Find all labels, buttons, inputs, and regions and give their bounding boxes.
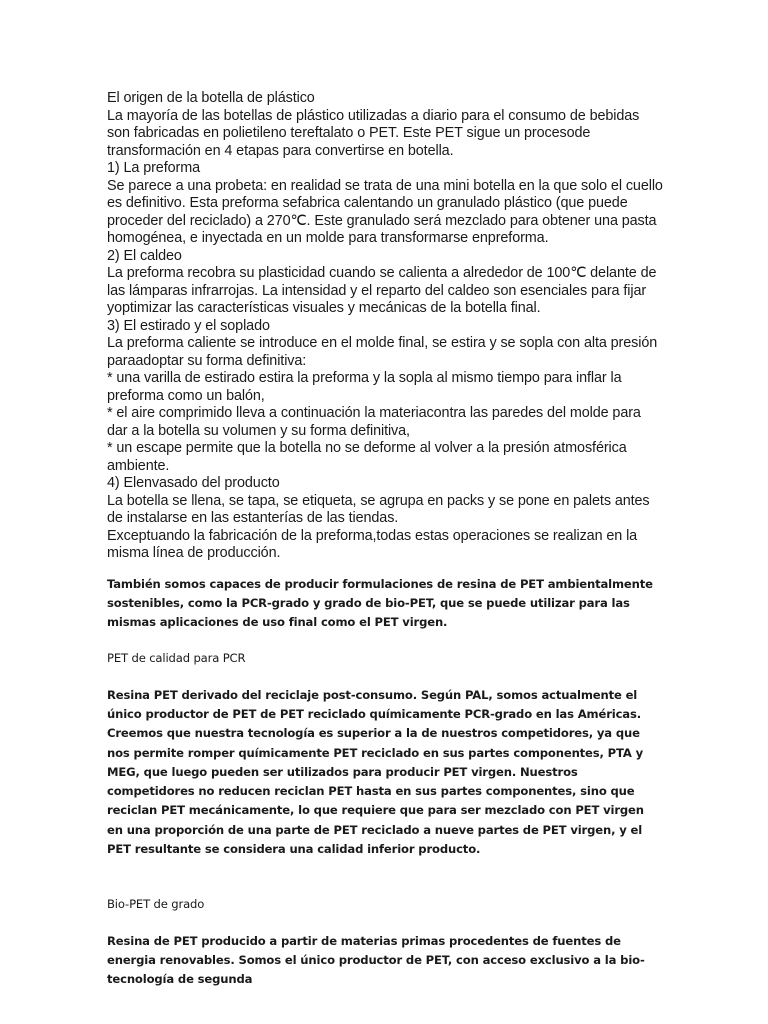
document-body-bottom — [107, 575, 663, 990]
step-2-heading: 2) El caldeo — [107, 247, 182, 264]
step-3-paragraph: La preforma caliente se introduce en el molde final, se estira y se sopla con alta presión paraadoptar su forma definitiva: — [107, 335, 658, 369]
sustainable-resin-paragraph: También somos capaces de producir formulaciones de resina de PET ambientalmente sostenibles, como la PCR-grado y grado de bio-PET, que se puede utilizar para las mismas aplicaciones de uso final como el PET virgen. — [107, 576, 653, 630]
step-3-heading: 3) El estirado y el soplado — [107, 317, 270, 334]
step-1-heading: 1) La preforma — [107, 160, 200, 176]
step-2-paragraph: La preforma recobra su plasticidad cuando se calienta a alrededor de 100℃ delante de las lámparas infrarrojas. La intensidad y el reparto del caldeo son esenciales para fijar yoptimizar las características visuales y mecánicas de la botella final. — [107, 265, 657, 316]
step-3-bullet-1: * una varilla de estirado estira la preforma y la sopla al mismo tiempo para inflar la preforma como un balón, — [107, 370, 622, 404]
step-3-bullet-3: * un escape permite que la botella no se deforme al volver a la presión atmosférica ambiente. — [107, 440, 627, 474]
pcr-paragraph: Resina PET derivado del reciclaje post-consumo. Según PAL, somos actualmente el único productor de PET de PET reciclado químicamente PCR-grado en las Américas. Creemos que nuestra tecnología es superior a la de nuestros competidores, ya que nos permite romper químicamente PET reciclado en sus partes componentes, PTA y MEG, que luego pueden ser utilizados para producir PET virgen. Nuestros competidores no reducen reciclan PET hasta en sus partes componentes, sino que reciclan PET mecánicamente, lo que requiere que para ser mezclado con PET virgen en una proporción de una parte de PET reciclado a nueve partes de PET virgen, y el PET resultante se considera una calidad inferior producto. — [107, 687, 644, 857]
step-1-paragraph: Se parece a una probeta: en realidad se trata de una mini botella en la que solo el cuello es definitivo. Esta preforma sefabrica calentando un granulado plástico (que puede proceder del reciclado) a 270℃. Este granulado será mezclado para obtener una pasta homogénea, e inyectada en un molde para transformarse enpreforma. — [107, 177, 663, 246]
step-4-paragraph: La botella se llena, se tapa, se etiqueta, se agrupa en packs y se pone en palets antes de instalarse en las estanterías de las tiendas. — [107, 492, 650, 526]
document-page — [107, 90, 663, 1007]
doc-title: El origen de la botella de plástico — [107, 90, 315, 106]
bio-pet-heading: Bio-PET de grado — [107, 897, 205, 912]
step-3-bullet-2: * el aire comprimido lleva a continuación la materiacontra las paredes del molde para dar a la botella su volumen y su forma definitiva, — [107, 405, 641, 439]
bio-pet-paragraph: Resina de PET producido a partir de materias primas procedentes de fuentes de energia renovables. Somos el único productor de PET, con acceso exclusivo a la bio-tecnología de segunda — [107, 933, 645, 987]
step-4-heading: 4) Elenvasado del producto — [107, 475, 280, 491]
document-body-top — [107, 90, 663, 563]
closing-paragraph: Exceptuando la fabricación de la preforma,todas estas operaciones se realizan en la misma línea de producción. — [107, 527, 638, 561]
intro-paragraph: La mayoría de las botellas de plástico utilizadas a diario para el consumo de bebidas son fabricadas en polietileno tereftalato o PET. Este PET sigue un procesode transformación en 4 etapas para convertirse en botella. — [107, 107, 640, 159]
pcr-heading: PET de calidad para PCR — [107, 651, 246, 666]
